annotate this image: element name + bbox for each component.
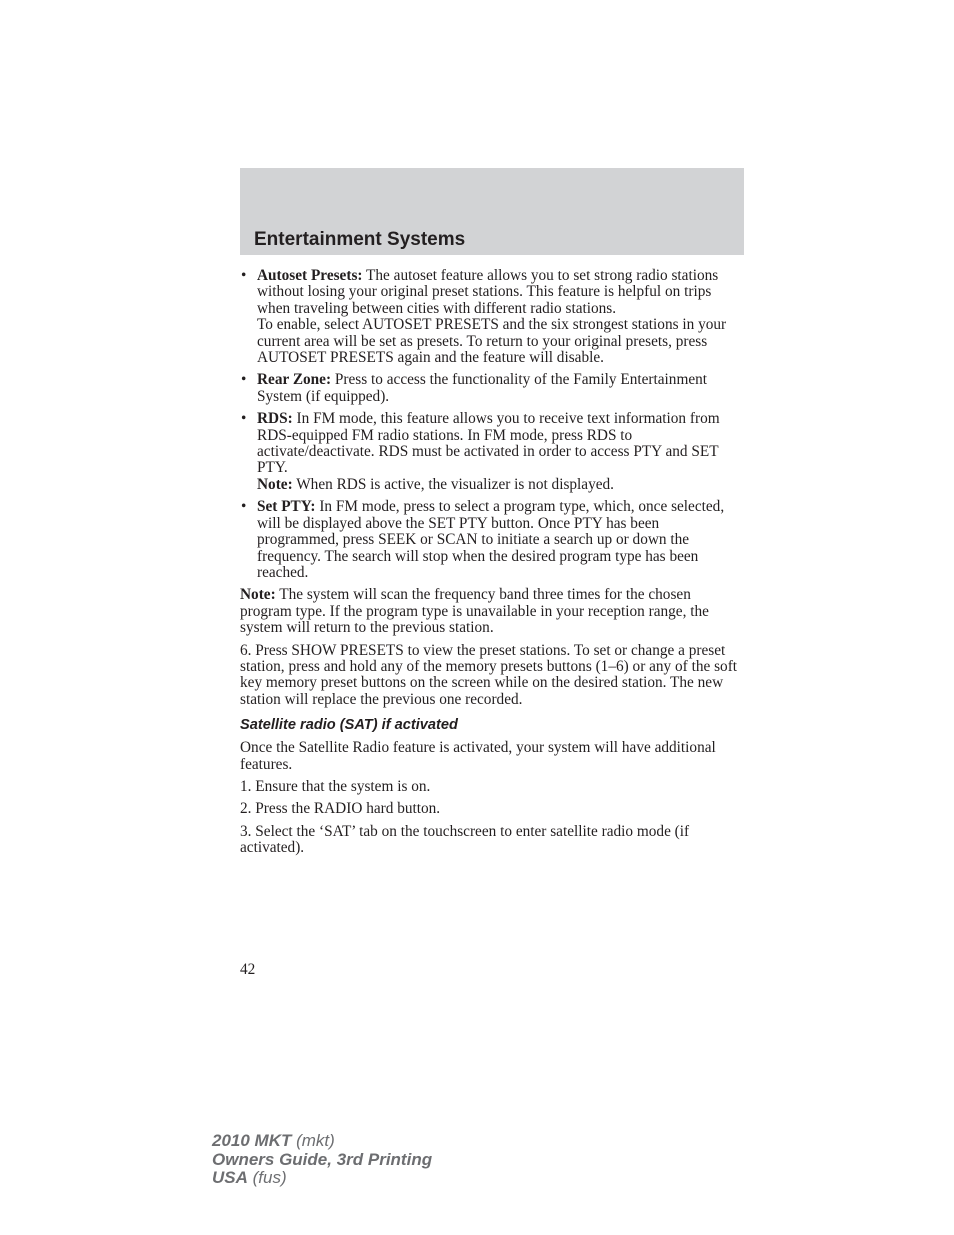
- bullet-rear-zone: [240, 372, 744, 405]
- note-label: Note:: [240, 586, 276, 604]
- note-text: When RDS is active, the visualizer is not displayed.: [292, 475, 615, 493]
- bullet-rds: [240, 411, 744, 493]
- bullet-text: Press to access the functionality of the Family Entertainment System (if equipped).: [257, 371, 708, 405]
- footer-model-code: (mkt): [291, 1131, 335, 1150]
- satellite-heading: Satellite radio (SAT) if activated: [240, 717, 458, 734]
- note-paragraph: [240, 587, 744, 636]
- bullet-dot-icon: •: [241, 498, 247, 516]
- note-text: The system will scan the frequency band three times for the chosen program type. If the program type is unavailable in your reception range, the system will return to the previous station.: [240, 586, 709, 637]
- bullet-set-pty: [240, 499, 744, 581]
- footer-model: 2010 MKT: [212, 1131, 292, 1150]
- bullet-term: RDS:: [257, 410, 293, 428]
- bullet-autoset-presets: [240, 268, 744, 366]
- section-header-band: [240, 168, 744, 255]
- bullet-dot-icon: •: [241, 371, 247, 389]
- footer-line-3: [212, 1169, 432, 1188]
- bullet-dot-icon: •: [241, 410, 247, 428]
- footer-market-code: (fus): [247, 1168, 287, 1187]
- bullet-text: In FM mode, press to select a program type, which, once selected, will be displayed above the SET PTY button. Once PTY has been programmed, press SEEK or SCAN to initiate a search up or down the frequency. The search will stop when the desired program type has been reached.: [257, 498, 725, 581]
- bullet-term: Autoset Presets:: [257, 267, 363, 284]
- step-6-paragraph: 6. Press SHOW PRESETS to view the preset stations. To set or change a preset station, press and hold any of the memory presets buttons (1–6) or any of the soft key memory preset buttons on the screen while on the desired station. The new station will replace the previous one recorded.: [240, 641, 738, 708]
- note-label: Note:: [257, 475, 293, 493]
- footer-line-2: [212, 1151, 432, 1170]
- satellite-step-1: 1. Ensure that the system is on.: [240, 777, 431, 795]
- bullet-dot-icon: •: [241, 267, 247, 284]
- footer-guide: Owners Guide, 3rd Printing: [212, 1149, 433, 1169]
- page-content: [240, 268, 744, 863]
- satellite-step-3: 3. Select the ‘SAT’ tab on the touchscreen to enter satellite radio mode (if activated).: [240, 822, 690, 857]
- bullet-extra-text: To enable, select AUTOSET PRESETS and the six strongest stations in your current area will be set as presets. To return to your original presets, press AUTOSET PRESETS again and the feature will disable.: [257, 316, 727, 367]
- page-number: 42: [240, 961, 256, 978]
- bullet-text: In FM mode, this feature allows you to receive text information from RDS-equipped FM radio stations. In FM mode, press RDS to activate/deactivate. RDS must be activated in order to access PTY and SET PTY.: [257, 410, 720, 477]
- satellite-intro: Once the Satellite Radio feature is activated, your system will have additional features.: [240, 739, 716, 773]
- footer-market: USA: [212, 1168, 248, 1187]
- bullet-text: The autoset feature allows you to set strong radio stations without losing your original preset stations. This feature is helpful on trips when traveling between cities with different radio stations.: [257, 267, 719, 317]
- footer-line-1: [212, 1132, 432, 1151]
- bullet-term: Set PTY:: [257, 498, 316, 516]
- satellite-step-2: 2. Press the RADIO hard button.: [240, 800, 441, 818]
- section-title: Entertainment Systems: [254, 229, 466, 250]
- bullet-term: Rear Zone:: [257, 371, 332, 389]
- bullet-note: [257, 477, 744, 493]
- document-footer: [212, 1132, 432, 1188]
